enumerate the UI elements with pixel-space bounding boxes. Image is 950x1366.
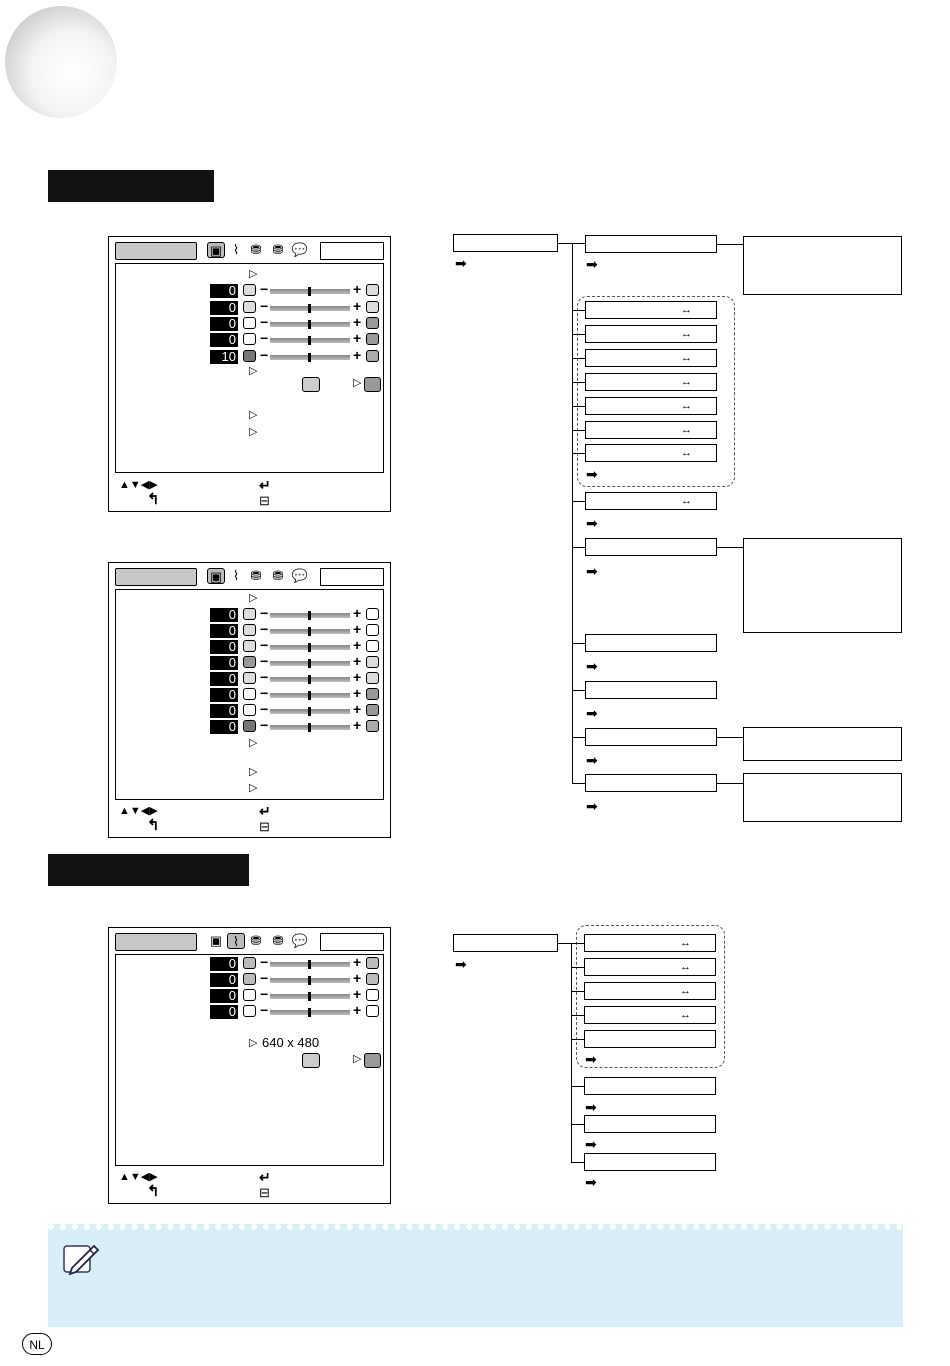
adjust-value: 0 — [210, 672, 238, 686]
contrast-high-icon — [366, 284, 379, 296]
tint-high-icon — [366, 656, 379, 668]
menu-mode-box — [320, 568, 384, 586]
adjust-row[interactable]: 0 − + — [116, 333, 383, 347]
fine-sync-tab-icon[interactable]: ⌇ — [232, 568, 240, 583]
contrast-low-icon — [243, 608, 256, 620]
resolution-value: 640 x 480 — [262, 1035, 320, 1050]
tree-node: ↔ — [585, 349, 717, 367]
vpos-high-icon — [366, 1005, 379, 1017]
adjust-value: 0 — [210, 301, 238, 315]
tree-node — [585, 538, 717, 556]
submenu-arrow-icon: ▷ — [249, 782, 258, 794]
adjust-slider[interactable] — [270, 629, 350, 634]
submenu-arrow-icon: ▷ — [249, 426, 258, 438]
adjust-value: 0 — [210, 720, 238, 734]
blue-low-icon — [243, 704, 256, 716]
fine-sync-tab-icon[interactable]: ⌇ — [232, 242, 240, 257]
tree-node — [584, 1030, 716, 1048]
adjust-value: 0 — [210, 608, 238, 622]
back-icon: ↰ — [147, 817, 160, 834]
blue-high-icon — [366, 333, 379, 345]
noise-low-icon — [243, 720, 256, 732]
nav-icon: ▲▼◀▶ — [119, 1171, 158, 1183]
arrow-icon: ➡ — [455, 255, 467, 271]
nav-icon: ▲▼◀▶ — [119, 479, 158, 491]
tree-note-box — [743, 727, 902, 761]
red-low-icon — [243, 317, 256, 329]
arrow-icon: ➡ — [585, 1174, 597, 1190]
menu-content — [115, 954, 384, 1166]
adjust-slider[interactable] — [270, 677, 350, 682]
adjust-slider[interactable] — [270, 338, 350, 343]
brightness-low-icon — [243, 624, 256, 636]
enter-icon: ↵ — [259, 803, 271, 819]
sharpness-high-icon — [366, 672, 379, 684]
adjust-value: 0 — [210, 688, 238, 702]
arrow-icon: ➡ — [586, 658, 598, 674]
submenu-arrow-icon: ▷ — [249, 268, 258, 280]
tree-node: ↔ — [585, 444, 717, 462]
nav-icon: ▲▼◀▶ — [119, 805, 158, 817]
adjust-value: 0 — [210, 284, 238, 298]
back-icon: ↰ — [147, 1183, 160, 1200]
submenu-arrow-icon: ▷ — [249, 409, 258, 421]
adjust-value: 0 — [210, 656, 238, 670]
submenu-arrow-icon: ▷ — [249, 365, 258, 377]
blue-low-icon — [243, 333, 256, 345]
back-icon: ↰ — [147, 491, 160, 508]
red-low-icon — [243, 688, 256, 700]
noise-high-icon — [366, 720, 379, 732]
adjust-row[interactable]: 0 − + — [116, 624, 383, 638]
adjust-value: 0 — [210, 624, 238, 638]
submenu-arrow-icon: ▷ — [353, 377, 362, 389]
adjust-slider[interactable] — [270, 709, 350, 714]
menu-tab-bar — [115, 242, 384, 260]
section-bar-picture — [48, 170, 214, 202]
tree-root-box — [453, 234, 558, 252]
adjust-row[interactable]: 0 − + — [116, 608, 383, 622]
menu-screen-picture-video — [108, 562, 391, 838]
fine-sync-tab-icon[interactable]: ⌇ — [227, 933, 245, 949]
adjust-slider[interactable] — [270, 994, 350, 999]
options1-tab-icon[interactable]: ⛃ — [250, 933, 262, 948]
adjust-row[interactable]: 0 − + — [116, 672, 383, 686]
picture-tab-icon[interactable]: ▣ — [209, 933, 223, 948]
tree-node: ↔ — [585, 397, 717, 415]
red-high-icon — [366, 317, 379, 329]
arrow-icon: ➡ — [585, 1099, 597, 1115]
submenu-arrow-icon: ▷ — [249, 592, 258, 604]
note-box — [48, 1224, 903, 1327]
menu-screen-fine-sync — [108, 927, 391, 1204]
picture-tab-icon[interactable]: ▣ — [207, 568, 225, 584]
tree-node: ↔ — [585, 373, 717, 391]
progressive-icon — [302, 377, 320, 392]
adjust-value: 0 — [210, 989, 238, 1003]
adjust-slider[interactable] — [270, 978, 350, 983]
pencil-icon — [60, 1240, 102, 1278]
brightness-high-icon — [366, 624, 379, 636]
submenu-arrow-icon: ▷ — [249, 1037, 258, 1049]
language-badge: NL — [22, 1333, 52, 1355]
tree-note-box — [743, 538, 902, 633]
options2-tab-icon[interactable]: ⛃ — [272, 568, 284, 583]
adjust-slider[interactable] — [270, 306, 350, 311]
picture-tab-icon[interactable]: ▣ — [207, 242, 225, 258]
submenu-arrow-icon: ▷ — [353, 1053, 362, 1065]
tree-node: ↔ — [585, 325, 717, 343]
adjust-row[interactable]: 0 − + — [116, 957, 383, 971]
menu-tab-label[interactable] — [115, 242, 197, 260]
submenu-arrow-icon: ▷ — [249, 737, 258, 749]
adjust-slider[interactable] — [270, 725, 350, 730]
adjust-slider[interactable] — [270, 355, 350, 360]
menu-mode-box — [320, 933, 384, 951]
adjust-slider[interactable] — [270, 661, 350, 666]
tree-node: ↔ — [584, 982, 716, 1000]
adjust-value: 0 — [210, 333, 238, 347]
arrow-icon: ➡ — [585, 1051, 597, 1067]
tree-note-box — [743, 236, 902, 295]
language-tab-icon[interactable]: 💬 — [291, 242, 309, 257]
arrow-icon: ➡ — [455, 956, 467, 972]
adjust-slider[interactable] — [270, 289, 350, 294]
color-low-icon — [243, 640, 256, 652]
tree-node: ↔ — [584, 934, 716, 952]
arrow-icon: ➡ — [586, 798, 598, 814]
adjust-row[interactable]: 0 − + — [116, 284, 383, 298]
auto-sync-icon — [364, 1053, 381, 1068]
end-icon: ⊟ — [259, 493, 270, 508]
end-icon: ⊟ — [259, 1185, 270, 1200]
submenu-arrow-icon: ▷ — [249, 766, 258, 778]
sharpness-high-icon — [366, 350, 379, 362]
adjust-row[interactable]: 0 − + — [116, 301, 383, 315]
contrast-low-icon — [243, 284, 256, 296]
brightness-low-icon — [243, 301, 256, 313]
adjust-value: 0 — [210, 317, 238, 331]
options1-tab-icon[interactable]: ⛃ — [250, 242, 262, 257]
menu-content — [115, 589, 384, 800]
adjust-value: 10 — [210, 350, 238, 364]
menu-screen-picture-computer — [108, 236, 391, 512]
tint-low-icon — [243, 656, 256, 668]
sharpness-low-icon — [243, 350, 256, 362]
options1-tab-icon[interactable]: ⛃ — [250, 568, 262, 583]
tree-node — [584, 1077, 716, 1095]
tree-node: ↔ — [584, 1006, 716, 1024]
hpos-low-icon — [243, 989, 256, 1001]
blue-high-icon — [366, 704, 379, 716]
tree-node — [584, 1115, 716, 1133]
arrow-icon: ➡ — [585, 1136, 597, 1152]
tree-root-box — [453, 934, 558, 952]
menu-tab-bar — [115, 568, 384, 586]
tree-node: ↔ — [585, 492, 717, 510]
tree-node — [585, 634, 717, 652]
adjust-slider[interactable] — [270, 1010, 350, 1015]
tree-node — [585, 774, 717, 792]
tree-node — [585, 235, 717, 253]
arrow-icon: ➡ — [586, 515, 598, 531]
tree-node: ↔ — [585, 301, 717, 319]
contrast-high-icon — [366, 608, 379, 620]
phase-high-icon — [366, 973, 379, 985]
section-bar-sync — [48, 854, 249, 886]
menu-tab-label[interactable] — [115, 568, 197, 586]
sharpness-low-icon — [243, 672, 256, 684]
adjust-value: 0 — [210, 1005, 238, 1019]
phase-low-icon — [243, 973, 256, 985]
enter-icon: ↵ — [259, 477, 271, 493]
arrow-icon: ➡ — [586, 563, 598, 579]
adjust-row[interactable]: 0 − + — [116, 640, 383, 654]
tree-node — [585, 728, 717, 746]
arrow-icon: ➡ — [586, 705, 598, 721]
arrow-icon: ➡ — [586, 466, 598, 482]
adjust-value: 0 — [210, 957, 238, 971]
tree-node — [584, 1153, 716, 1171]
tree-node: ↔ — [584, 958, 716, 976]
arrow-icon: ➡ — [586, 752, 598, 768]
adjust-slider[interactable] — [270, 613, 350, 618]
arrow-icon: ➡ — [586, 256, 598, 272]
adjust-slider[interactable] — [270, 693, 350, 698]
film-mode-icon — [364, 377, 381, 392]
language-tab-icon[interactable]: 💬 — [291, 933, 309, 948]
adjust-value: 0 — [210, 704, 238, 718]
color-high-icon — [366, 640, 379, 652]
adjust-row[interactable]: 0 − + — [116, 720, 383, 734]
adjust-row[interactable]: 0 − + — [116, 317, 383, 331]
tree-note-box — [743, 773, 902, 822]
menu-tab-bar — [115, 933, 384, 951]
adjust-slider[interactable] — [270, 962, 350, 967]
tree-node: ↔ — [585, 421, 717, 439]
adjust-row[interactable]: 0 − + — [116, 656, 383, 670]
clock-low-icon — [243, 957, 256, 969]
adjust-row[interactable]: 0 − + — [116, 989, 383, 1003]
adjust-value: 0 — [210, 640, 238, 654]
tree-node — [585, 681, 717, 699]
adjust-slider[interactable] — [270, 645, 350, 650]
vpos-low-icon — [243, 1005, 256, 1017]
menu-content — [115, 263, 384, 473]
menu-tab-label[interactable] — [115, 933, 197, 951]
adjust-slider[interactable] — [270, 322, 350, 327]
adjust-row[interactable]: 0 − + — [116, 973, 383, 987]
hpos-high-icon — [366, 989, 379, 1001]
brightness-high-icon — [366, 301, 379, 313]
language-tab-icon[interactable]: 💬 — [291, 568, 309, 583]
end-icon: ⊟ — [259, 819, 270, 834]
header-decoration — [5, 6, 117, 118]
adjust-row[interactable]: 0 − + — [116, 1005, 383, 1019]
signal-type-icon — [302, 1053, 320, 1068]
clock-high-icon — [366, 957, 379, 969]
adjust-value: 0 — [210, 973, 238, 987]
adjust-row[interactable]: 0 − + — [116, 688, 383, 702]
adjust-row[interactable]: 10 − + — [116, 350, 383, 364]
options2-tab-icon[interactable]: ⛃ — [272, 242, 284, 257]
enter-icon: ↵ — [259, 1169, 271, 1185]
menu-mode-box — [320, 242, 384, 260]
adjust-row[interactable]: 0 − + — [116, 704, 383, 718]
options2-tab-icon[interactable]: ⛃ — [272, 933, 284, 948]
red-high-icon — [366, 688, 379, 700]
